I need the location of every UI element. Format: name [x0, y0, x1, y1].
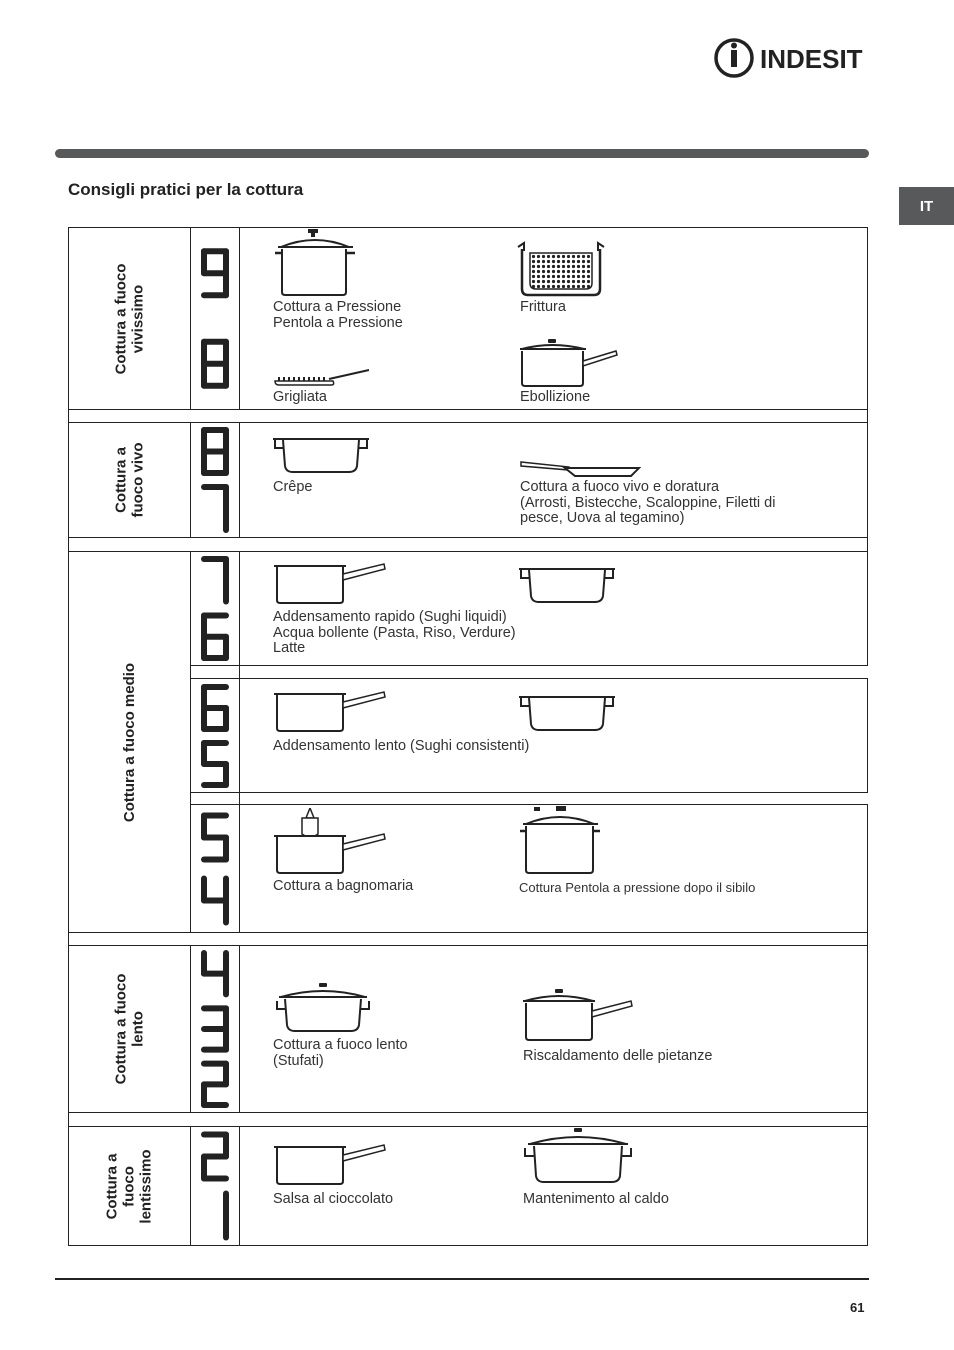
cooking-caption: Salsa al cioccolato	[273, 1191, 394, 1207]
grill-pan-icon	[273, 367, 373, 389]
power-level-digit	[204, 743, 226, 785]
cooking-caption: Addensamento lento (Sughi consistenti)	[273, 738, 530, 754]
cooking-caption: Cottura a Pressione Pentola a Pressione	[273, 299, 403, 331]
power-level-digit	[204, 559, 226, 602]
pressure-cooker-icon	[520, 806, 602, 876]
cooking-caption: Riscaldamento delle pietanze	[523, 1048, 713, 1064]
power-level-digit	[204, 430, 226, 473]
cooking-caption: Addensamento rapido (Sughi liquidi) Acqua bollente (Pasta, Riso, Verdure) Latte	[273, 609, 516, 656]
power-level-digits	[191, 806, 239, 932]
group-label-very-high: Cottura a fuoco vivissimo	[112, 263, 147, 374]
power-level-digit	[204, 879, 226, 923]
group-label-low: Cottura a fuoco lento	[112, 973, 147, 1085]
header-rule	[55, 149, 869, 158]
lidded-saucepan-icon	[518, 339, 618, 389]
group-label-medium: Cottura a fuoco medio	[121, 662, 139, 822]
power-level-digit	[204, 1008, 226, 1049]
group-separator	[68, 537, 868, 552]
cooking-caption: Crêpe	[273, 479, 313, 495]
saucepan-icon	[274, 1143, 388, 1187]
svg-text:7: 7	[215, 580, 216, 582]
pressure-cooker-icon	[273, 229, 358, 297]
frying-pan-icon	[519, 458, 641, 478]
group-separator	[68, 1112, 868, 1127]
lidded-casserole-icon	[275, 983, 371, 1035]
group-label-high: Cottura a fuoco vivo	[112, 442, 147, 518]
cooking-caption: Grigliata	[273, 389, 327, 405]
row-separator	[190, 665, 868, 679]
cooking-caption: Cottura a fuoco lento (Stufati)	[273, 1037, 408, 1069]
saucepan-icon	[274, 690, 388, 734]
footer-rule	[55, 1278, 869, 1280]
page-title: Consigli pratici per la cottura	[68, 180, 304, 199]
power-level-digits	[191, 946, 239, 1112]
row-separator	[190, 792, 868, 805]
saucepan-icon	[274, 562, 388, 606]
group-label-very-low: Cottura a fuoco lentissimo	[104, 1148, 155, 1224]
svg-text:1: 1	[215, 1215, 216, 1217]
power-level-digits	[191, 552, 239, 665]
lidded-casserole-icon	[522, 1128, 634, 1186]
cooking-caption: Mantenimento al caldo	[523, 1191, 669, 1207]
power-level-digit	[204, 816, 226, 860]
cooking-caption: Cottura a bagnomaria	[273, 878, 414, 894]
power-level-digits	[191, 1127, 239, 1245]
casserole-icon	[519, 694, 617, 734]
brand-name: INDESIT	[760, 44, 863, 74]
cooking-caption: Cottura Pentola a pressione dopo il sibilo	[519, 880, 756, 895]
svg-text:7: 7	[215, 508, 216, 510]
power-level-digits	[191, 680, 239, 792]
power-level-digit	[215, 1194, 226, 1238]
power-level-digit	[204, 687, 226, 729]
group-separator	[68, 409, 868, 423]
power-level-digit	[204, 953, 226, 994]
cooking-caption: Cottura a fuoco vivo e doratura (Arrosti, Bistecche, Scaloppine, Filetti di pesce, Uova al tegamino)	[520, 479, 776, 526]
cooking-caption: Ebollizione	[520, 389, 591, 405]
indesit-logo-icon	[714, 36, 874, 80]
power-level-digits	[191, 423, 239, 537]
power-level-digit	[204, 1135, 226, 1179]
power-level-digit	[204, 1064, 226, 1105]
cooking-caption: Frittura	[520, 299, 566, 315]
bain-marie-icon	[274, 808, 388, 876]
fryer-basket-icon	[516, 239, 606, 299]
language-tab: IT	[899, 187, 954, 225]
power-level-digits	[191, 228, 239, 409]
page-number: 61	[850, 1300, 865, 1315]
lidded-saucepan-icon	[521, 989, 635, 1043]
casserole-icon	[519, 566, 617, 606]
group-separator	[68, 932, 868, 946]
power-level-digit	[204, 487, 226, 530]
brand-logo	[714, 36, 874, 80]
power-level-digit	[204, 342, 226, 386]
power-level-digit	[204, 251, 226, 295]
casserole-icon	[273, 436, 371, 476]
power-level-digit	[204, 616, 226, 659]
